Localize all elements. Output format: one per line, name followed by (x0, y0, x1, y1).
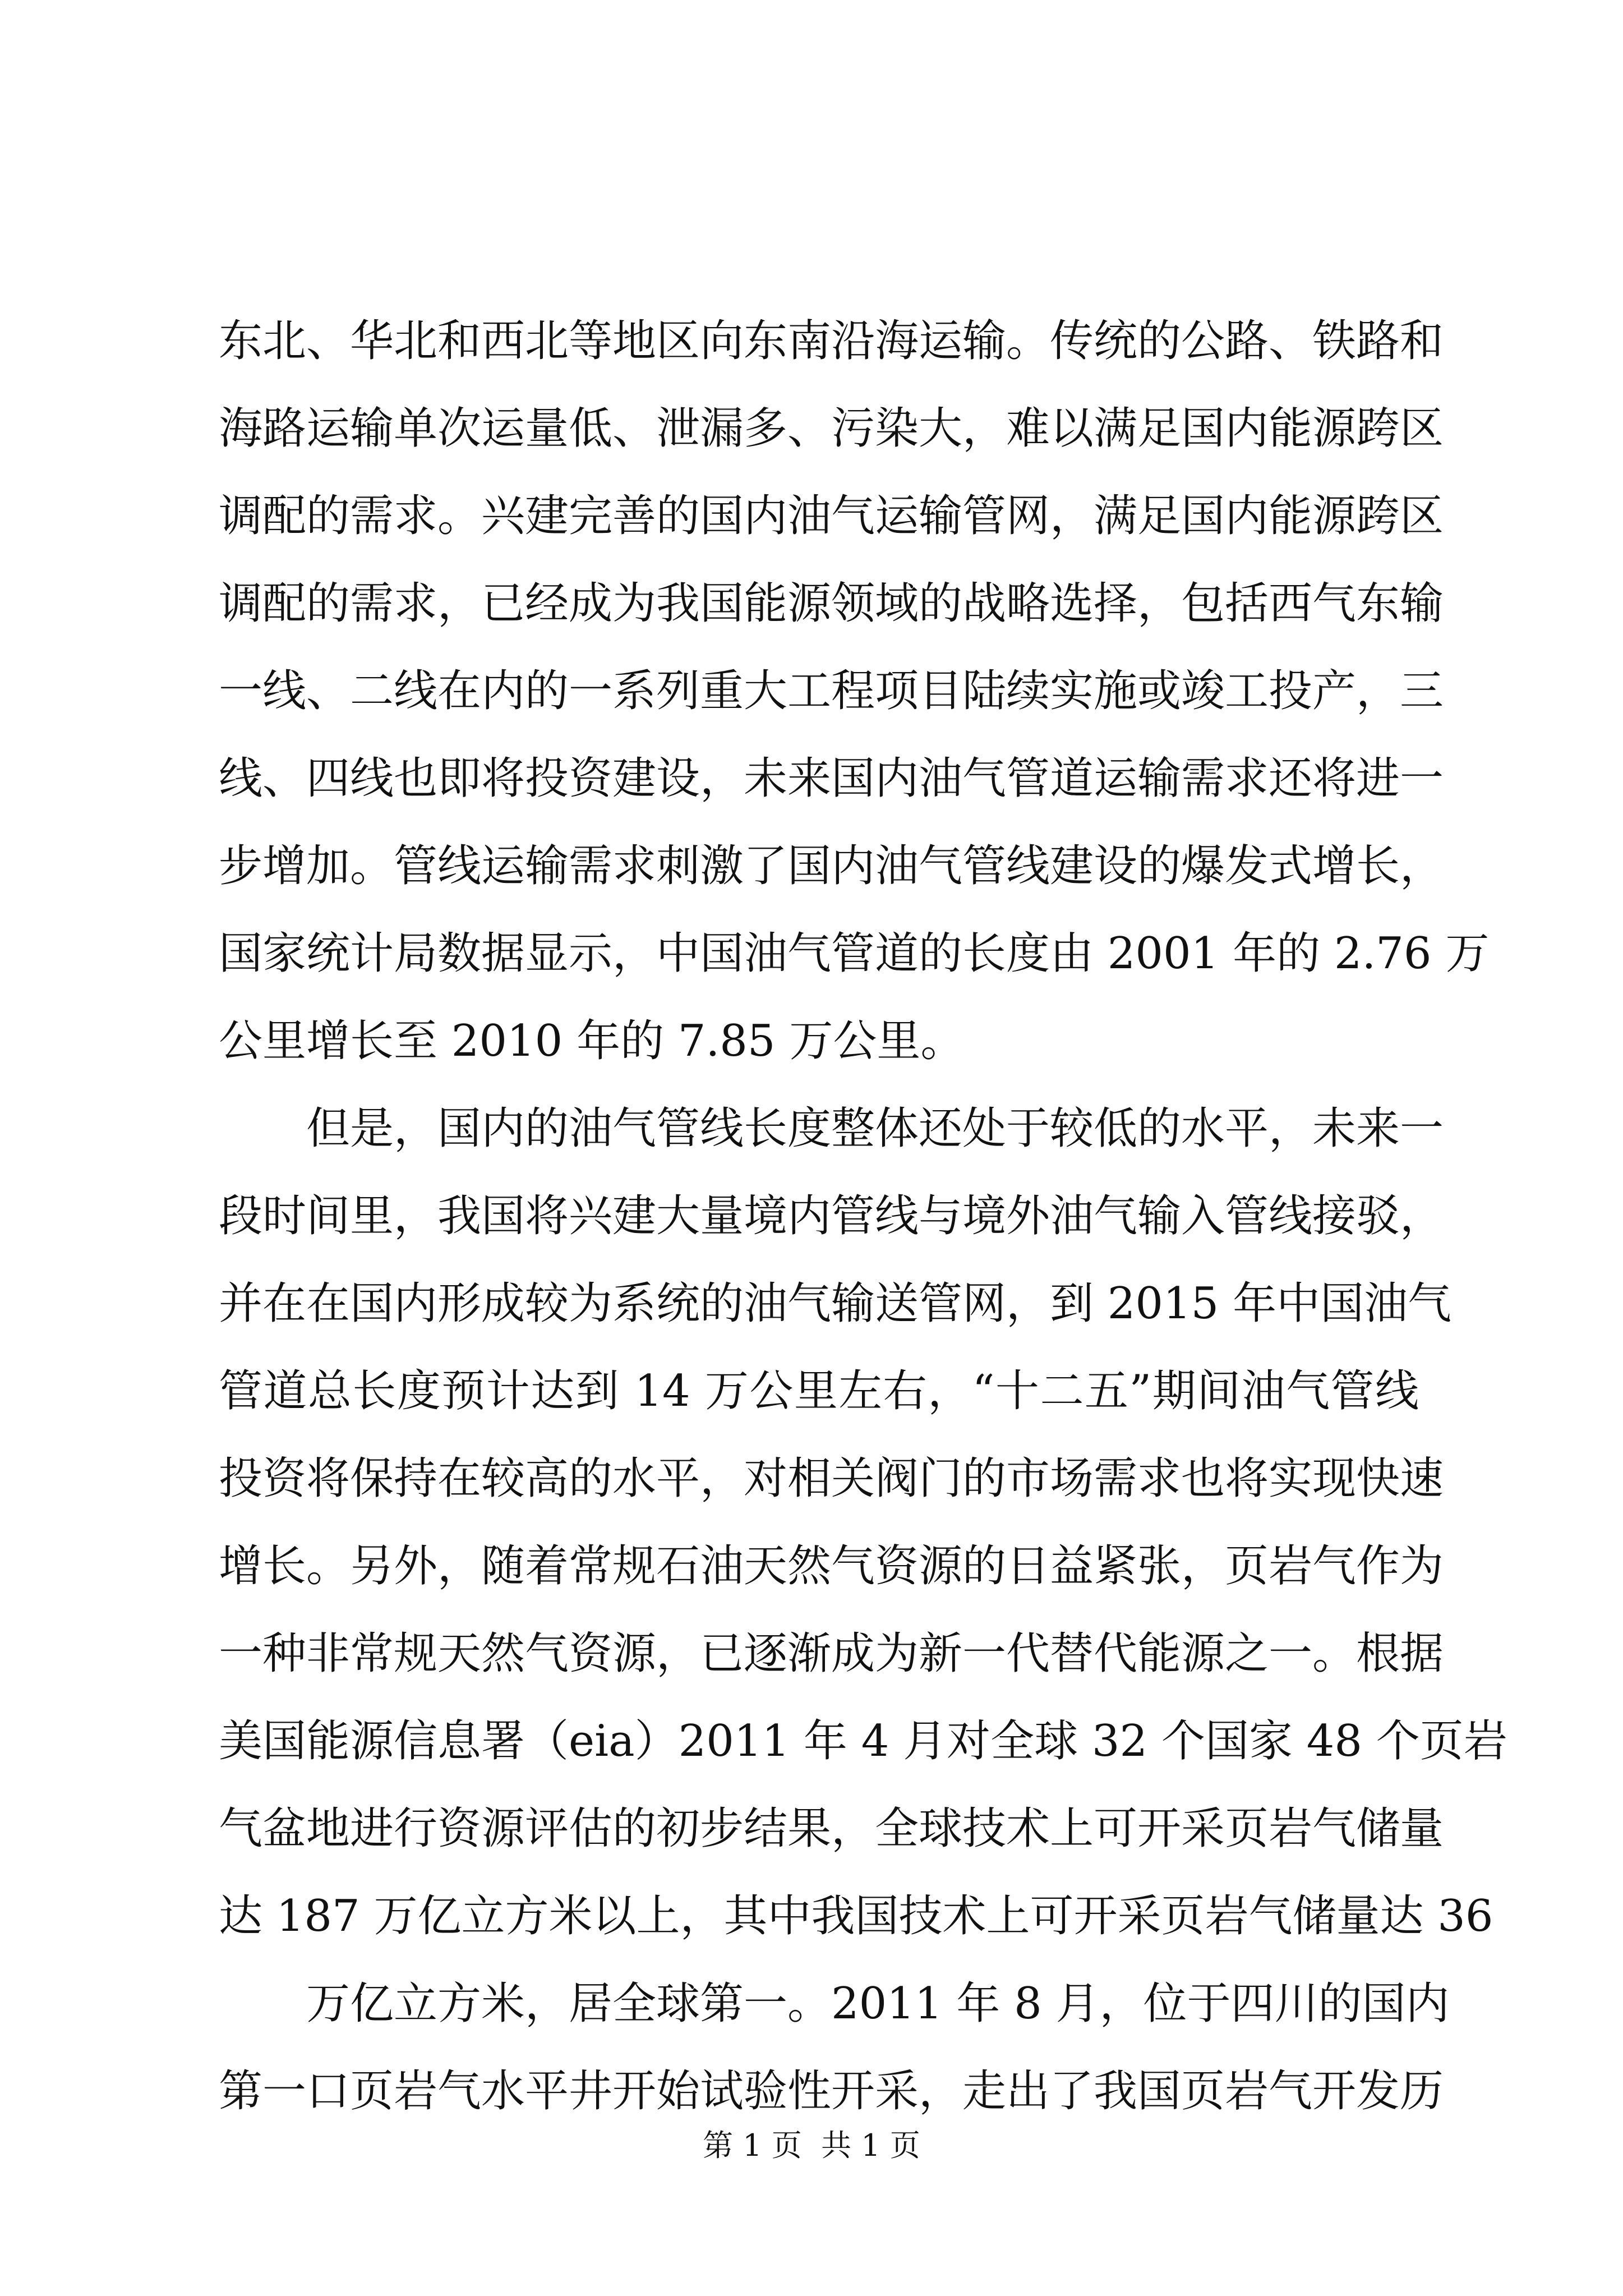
page-number-footer: 第 1 页 共 1 页 (703, 2128, 920, 2163)
text-line: 调配的需求，已经成为我国能源领域的战略选择，包括西气东输 (219, 578, 1444, 629)
text-line: 东北、华北和西北等地区向东南沿海运输。传统的公路、铁路和 (219, 316, 1444, 366)
text-line: 管道总长度预计达到 14 万公里左右，“十二五”期间油气管线 (219, 1366, 1419, 1416)
text-line: 美国能源信息署（eia）2011 年 4 月对全球 32 个国家 48 个页岩 (219, 1716, 1507, 1766)
text-line: 第一口页岩气水平井开始试验性开采，走出了我国页岩气开发历 (219, 2066, 1444, 2116)
text-line: 一线、二线在内的一系列重大工程项目陆续实施或竣工投产，三 (219, 666, 1444, 716)
text-line: 国家统计局数据显示，中国油气管道的长度由 2001 年的 2.76 万 (219, 928, 1490, 979)
text-line: 海路运输单次运量低、泄漏多、污染大，难以满足国内能源跨区 (219, 403, 1444, 454)
body-text (219, 297, 1507, 2135)
text-line: 达 187 万亿立方米以上，其中我国技术上可开采页岩气储量达 36 (219, 1891, 1493, 1941)
text-line: 气盆地进行资源评估的初步结果，全球技术上可开采页岩气储量 (219, 1803, 1444, 1854)
text-line: 万亿立方米，居全球第一。2011 年 8 月，位于四川的国内 (306, 1978, 1450, 2029)
text-line: 但是，国内的油气管线长度整体还处于较低的水平，未来一 (306, 1103, 1444, 1154)
text-line: 并在在国内形成较为系统的油气输送管网，到 2015 年中国油气 (219, 1278, 1452, 1329)
text-line: 段时间里，我国将兴建大量境内管线与境外油气输入管线接驳， (219, 1191, 1444, 1241)
text-line: 公里增长至 2010 年的 7.85 万公里。 (219, 1016, 965, 1066)
text-line: 投资将保持在较高的水平，对相关阀门的市场需求也将实现快速 (219, 1453, 1444, 1504)
text-line: 增长。另外，随着常规石油天然气资源的日益紧张，页岩气作为 (219, 1541, 1444, 1591)
text-line: 步增加。管线运输需求刺激了国内油气管线建设的爆发式增长， (219, 841, 1444, 891)
text-line: 一种非常规天然气资源，已逐渐成为新一代替代能源之一。根据 (219, 1628, 1444, 1679)
text-line: 线、四线也即将投资建设，未来国内油气管道运输需求还将进一 (219, 753, 1444, 804)
text-line: 调配的需求。兴建完善的国内油气运输管网，满足国内能源跨区 (219, 491, 1444, 541)
